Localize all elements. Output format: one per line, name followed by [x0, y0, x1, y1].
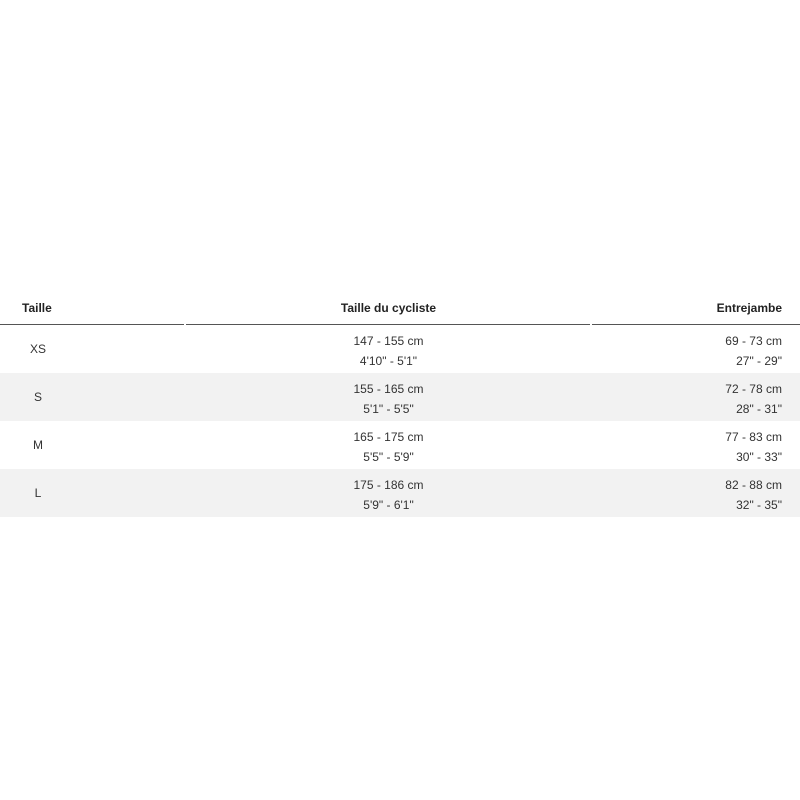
- table-row: [0, 469, 800, 517]
- cell-rider-height: [186, 379, 591, 419]
- height-ft: 5'5" - 5'9": [363, 450, 414, 464]
- cell-size: S: [33, 390, 42, 404]
- cell-rider-height: [186, 331, 591, 371]
- inseam-cm: 77 - 83 cm: [725, 430, 782, 444]
- inseam-cm: 69 - 73 cm: [725, 334, 782, 348]
- cell-size: L: [34, 486, 42, 500]
- height-cm: 165 - 175 cm: [353, 430, 424, 444]
- height-ft: 5'9" - 6'1": [363, 498, 414, 512]
- cell-inseam: [725, 427, 782, 467]
- inseam-in: 27" - 29": [736, 354, 782, 368]
- table-row: [0, 373, 800, 421]
- cell-inseam: [725, 475, 782, 515]
- header-size: Taille: [22, 301, 52, 315]
- inseam-cm: 82 - 88 cm: [725, 478, 782, 492]
- table-header: [0, 291, 800, 325]
- table-row: [0, 325, 800, 373]
- height-cm: 175 - 186 cm: [353, 478, 424, 492]
- cell-inseam: [725, 379, 782, 419]
- header-rider-height: Taille du cycliste: [340, 301, 437, 315]
- table-row: [0, 421, 800, 469]
- size-chart-table: [0, 291, 800, 517]
- cell-size: XS: [29, 342, 46, 356]
- height-cm: 155 - 165 cm: [353, 382, 424, 396]
- inseam-in: 32" - 35": [736, 498, 782, 512]
- cell-size: M: [33, 438, 43, 452]
- header-inseam: Entrejambe: [716, 301, 782, 315]
- inseam-in: 28" - 31": [736, 402, 782, 416]
- cell-rider-height: [186, 475, 591, 515]
- height-ft: 4'10" - 5'1": [359, 354, 418, 368]
- cell-inseam: [725, 331, 782, 371]
- height-cm: 147 - 155 cm: [353, 334, 424, 348]
- height-ft: 5'1" - 5'5": [363, 402, 414, 416]
- cell-rider-height: [186, 427, 591, 467]
- inseam-in: 30" - 33": [736, 450, 782, 464]
- inseam-cm: 72 - 78 cm: [725, 382, 782, 396]
